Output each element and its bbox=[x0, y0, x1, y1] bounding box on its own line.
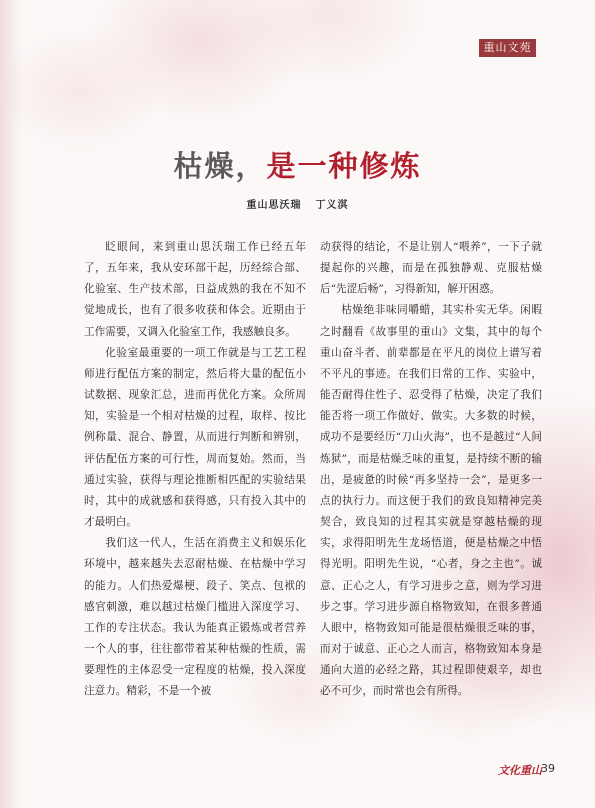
paragraph: 化验室最重要的一项工作就是与工艺工程师进行配伍方案的制定，然后将大量的配伍小试数据、现象汇总，进而再优化方案。众所周知，实验是一个相对枯燥的过程，取样、按比例称量、混合、静置，从而进行判断和辨别，评估配伍方案的可行性，周而复始。然而，当通过实验，获得与理论推断相匹配的实验结果时，其中的成就感和获得感，只有投入其中的才最明白。 bbox=[84, 346, 306, 529]
author-name: 丁义淇 bbox=[315, 200, 349, 211]
left-column bbox=[84, 237, 306, 702]
article-authors bbox=[0, 196, 595, 211]
right-column bbox=[320, 237, 542, 702]
decorative-edge bbox=[0, 0, 22, 808]
title-part1: 枯燥， bbox=[173, 149, 267, 183]
magazine-logo: 文化重山 bbox=[498, 764, 542, 777]
title-part2: 是一种修炼 bbox=[266, 149, 422, 183]
section-tag: 重山文苑 bbox=[479, 39, 536, 57]
paragraph: 枯燥绝非味同嚼蜡，其实朴实无华。闲暇之时翻看《故事里的重山》文集，其中的每个重山奋斗者、前辈都是在平凡的岗位上谱写着不平凡的事迹。在我们日常的工作、实验中，能否耐得住性子、忍受得了枯燥，决定了我们能否将一项工作做好、做实。大多数的时候，成功不是要经历“刀山火海”，也不是越过“人间炼狱”，而是枯燥乏味的重复，是持续不断的输出，是疲惫的时候“再多坚持一会”，是更多一点的执行力。而这便于我们的致良知精神完美契合，致良知的过程其实就是穿越枯燥的现实，求得阳明先生龙场悟道，便是枯燥之中悟得光明。阳明先生说，“心者，身之主也”。诚意、正心之人，有学习进步之意，则为学习进步之事。学习进步源自格物致知，在很多普通人眼中，格物致知可能是很枯燥很乏味的事，而对于诚意、正心之人而言，格物致知本身是通向大道的必经之路，其过程即使艰辛，却也必不可少，而时常也会有所得。 bbox=[320, 304, 542, 698]
article-title bbox=[0, 148, 595, 184]
page-number: 39 bbox=[541, 762, 555, 775]
paragraph: 我们这一代人，生活在消费主义和娱乐化环境中，越来越失去忍耐枯燥、在枯燥中学习的能力。人们热爱爆梗、段子、笑点、包袱的感官刺激，难以越过枯燥门槛进入深度学习、工作的专注状态。我认为能真正锻炼或者营养一个人的事，往往都带着某种枯燥的性质，需要理性的主体忍受一定程度的枯燥，投入深度注意力。精彩，不是一个被 bbox=[84, 537, 306, 698]
paragraph: 眨眼间，来到重山思沃瑞工作已经五年了，五年来，我从安环部干起，历经综合部、化验室、生产技术部，日益成熟的我在不知不觉地成长，也有了很多收获和体会。近期由于工作需要，又调入化验室工作，我感触良多。 bbox=[84, 241, 306, 338]
paragraph-continuation: 动获得的结论，不是让别人“喂养”，一下子就提起你的兴趣，而是在孤独静观、克服枯燥后“先涩后畅”，习得新知，解开困惑。 bbox=[320, 241, 542, 296]
author-org: 重山思沃瑞 bbox=[246, 200, 302, 211]
